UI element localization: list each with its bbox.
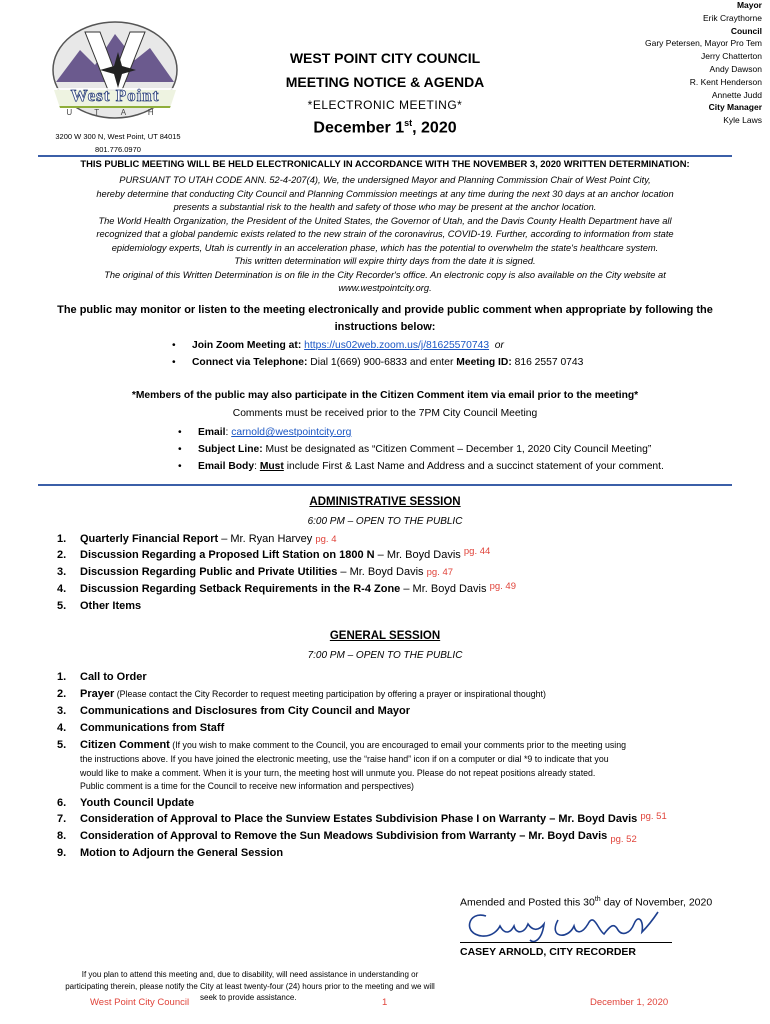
meeting-date: December 1st, 2020 xyxy=(313,118,457,137)
zoom-link[interactable]: https://us02web.zoom.us/j/81625570743 xyxy=(304,340,490,351)
recorder-name: CASEY ARNOLD, CITY RECORDER xyxy=(460,946,636,958)
signature-line xyxy=(460,942,672,943)
agenda-item: 7. Consideration of Approval to Place the Sunview Estates Subdivision Phase I on Warranty – Mr. Boyd Davis pg. 51 xyxy=(57,811,667,825)
council-member: Andy Dawson xyxy=(709,63,762,74)
logo-wordmark: West Point xyxy=(70,86,160,105)
city-logo xyxy=(40,20,190,130)
agenda-item: 9. Motion to Adjourn the General Session xyxy=(57,847,284,859)
agenda-item: 8. Consideration of Approval to Remove the Sun Meadows Subdivision from Warranty – Mr. Boyd Davis pg. 52 xyxy=(57,830,637,845)
agenda-item: 1. Quarterly Financial Report – Mr. Ryan Harvey pg. 4 xyxy=(57,533,337,545)
public-instructions: The public may monitor or listen to the meeting electronically and provide public comment when appropriate by following the instructions below: xyxy=(57,304,713,333)
agenda-item: 2. Prayer (Please contact the City Recorder to request meeting participation by offering a prayer or inspirational thought) xyxy=(57,688,546,700)
phone-bullet: • Connect via Telephone: Dial 1(669) 900-6833 and enter Meeting ID: 816 2557 0743 xyxy=(172,357,584,368)
email-bullet: • Email: carnold@westpointcity.org xyxy=(178,427,352,438)
mayor-label: Mayor xyxy=(736,0,762,10)
agenda-item: 2. Discussion Regarding a Proposed Lift Station on 1800 N – Mr. Boyd Davis pg. 44 xyxy=(57,546,491,561)
manager-name: Kyle Laws xyxy=(723,115,762,126)
electronic-meeting-label: *ELECTRONIC MEETING* xyxy=(307,98,463,112)
agenda-item: 6. Youth Council Update xyxy=(57,797,195,809)
email-link[interactable]: carnold@westpointcity.org xyxy=(231,427,352,438)
council-member: Gary Petersen, Mayor Pro Tem xyxy=(645,38,762,49)
council-title: WEST POINT CITY COUNCIL xyxy=(289,50,481,66)
general-session-time: 7:00 PM – OPEN TO THE PUBLIC xyxy=(307,650,463,661)
admin-session-heading: ADMINISTRATIVE SESSION xyxy=(309,496,461,508)
city-address: 3200 W 300 N, West Point, UT 84015 xyxy=(55,132,181,141)
notice-heading: THIS PUBLIC MEETING WILL BE HELD ELECTRONICALLY IN ACCORDANCE WITH THE NOVEMBER 3, 2020 WRITTEN DETERMINATION: xyxy=(80,158,690,169)
council-label: Council xyxy=(730,25,762,36)
general-session-heading: GENERAL SESSION xyxy=(329,630,441,642)
agenda-item: 4. Communications from Staff xyxy=(57,722,225,734)
agenda-title: MEETING NOTICE & AGENDA xyxy=(285,74,485,90)
citizen-comment-details: the instructions above. If you have joined the electronic meeting, use the “raise hand” icon if on a computer or dial *9 to indicate that you would like to make a comment. When it is your turn, the meeting host will unmute you. Please do not repeat positions already stated. Public comment is a time for the Council to receive new information and perspectives) xyxy=(80,754,609,791)
agenda-item: 4. Discussion Regarding Setback Requirements in the R-4 Zone – Mr. Boyd Davis pg. 49 xyxy=(57,581,516,595)
citizen-comment-heading: *Members of the public may also participate in the Citizen Comment item via email prior to the meeting* xyxy=(131,390,639,401)
mayor-name: Erik Craythorne xyxy=(702,12,762,23)
council-member: Annette Judd xyxy=(711,89,762,100)
notice-body: PURSUANT TO UTAH CODE ANN. 52-4-207(4), We, the undersigned Mayor and Planning Commission Chair of West Point City, hereby determine that conducting City Council and Planning Commission meetings at any time during the next 30 days at an anchor location presents a substantial risk to the health and safety of those who may be present at the anchor location. The World Health Organization, the President of the United States, the Governor of Utah, and the Davis County Health Department have all recognized that a global pandemic exists related to the new strain of the coronavirus, COVID-19. Further, according to information from state epidemiology experts, Utah is currently in an acceleration phase, which has the potential to overwhelm the state's healthcare system. This written determination will expire thirty days from the date it is signed. The original of this Written Determination is on file in the City Recorder's office. An electronic copy is also available on the City website at www.westpointcity.org. xyxy=(96,175,674,293)
posted-line: Amended and Posted this 30th day of November, 2020 xyxy=(460,896,713,909)
citizen-comment-sub: Comments must be received prior to the 7PM City Council Meeting xyxy=(232,408,538,419)
agenda-item: 1. Call to Order xyxy=(57,671,147,683)
recorder-signature xyxy=(458,904,698,946)
agenda-item: 3. Discussion Regarding Public and Private Utilities – Mr. Boyd Davis pg. 47 xyxy=(57,566,454,578)
ada-notice-end: seek to provide assistance. xyxy=(200,993,297,1002)
zoom-bullet: • Join Zoom Meeting at: https://us02web.zoom.us/j/81625570743 or xyxy=(172,340,504,351)
section-divider xyxy=(38,484,732,486)
logo-subtext: U T A H xyxy=(66,108,164,117)
agenda-item: 5. Citizen Comment (If you wish to make comment to the Council, you are encouraged to email your comments prior to the meeting using xyxy=(57,739,627,751)
council-member: Jerry Chatterton xyxy=(701,51,762,62)
ada-notice: If you plan to attend this meeting and, due to disability, will need assistance in understanding or participating therein, please notify the City at least twenty-four (24) hours prior to the meeting and we will xyxy=(65,970,435,991)
admin-session-time: 6:00 PM – OPEN TO THE PUBLIC xyxy=(307,516,463,527)
body-bullet: • Email Body: Must include First & Last Name and Address and a succinct statement of your comment. xyxy=(178,461,664,472)
header-divider xyxy=(38,155,732,157)
council-member: R. Kent Henderson xyxy=(689,76,762,87)
officials-list xyxy=(645,0,762,127)
subject-bullet: • Subject Line: Must be designated as “Citizen Comment – December 1, 2020 City Council Meeting” xyxy=(178,444,652,455)
footer-city: West Point City Council xyxy=(90,997,190,1008)
agenda-item: 3. Communications and Disclosures from City Council and Mayor xyxy=(57,705,411,717)
manager-label: City Manager xyxy=(708,102,762,113)
city-phone: 801.776.0970 xyxy=(95,145,141,154)
agenda-item: 5. Other Items xyxy=(57,600,142,612)
footer-date: December 1, 2020 xyxy=(590,997,669,1008)
page-number: 1 xyxy=(382,997,388,1008)
